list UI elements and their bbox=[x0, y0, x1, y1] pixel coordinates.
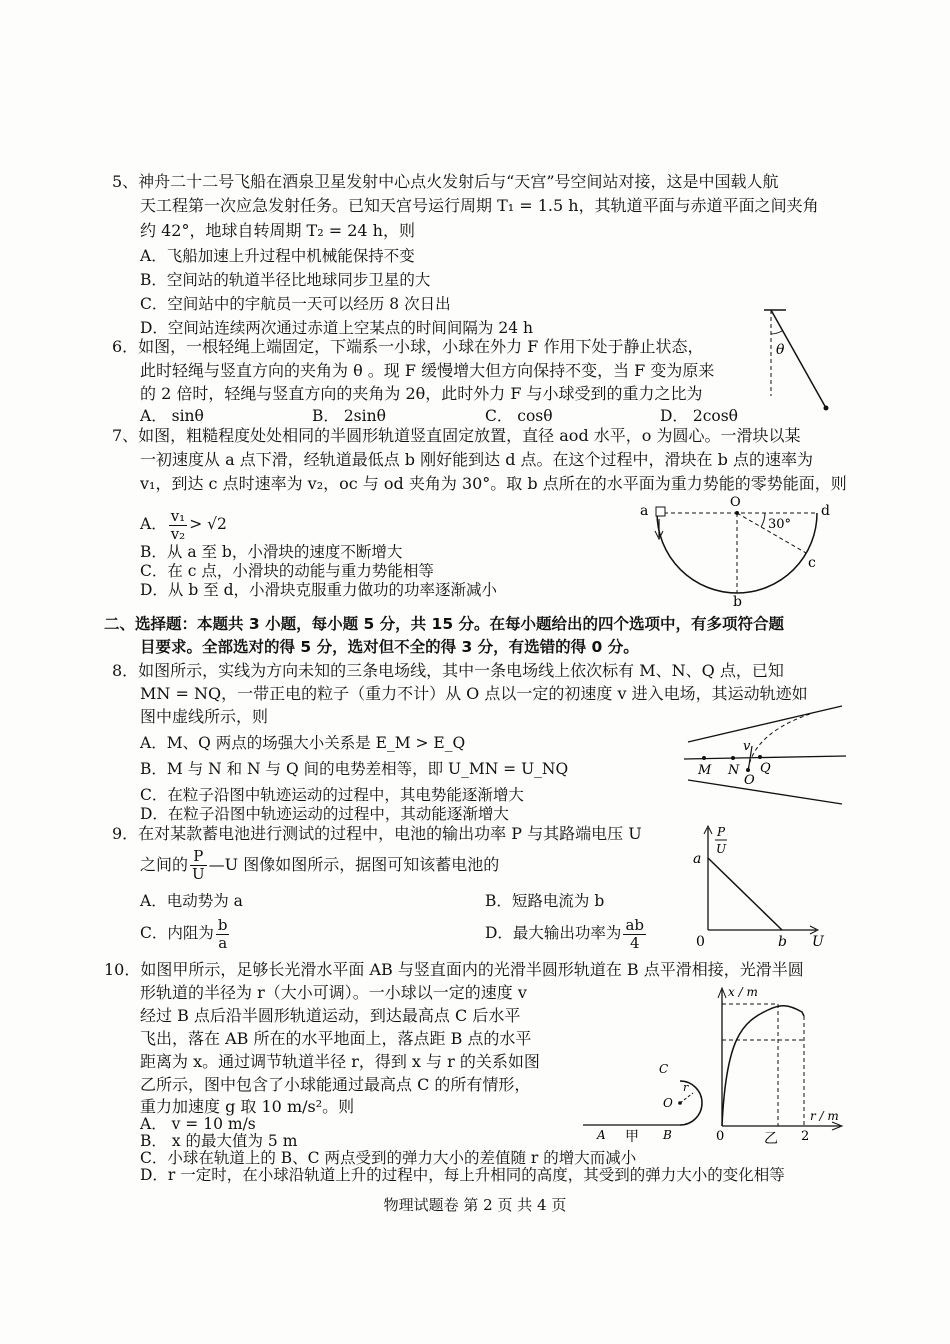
q10-stem-line7: 重力加速度 g 取 10 m/s²。则 bbox=[140, 1097, 355, 1116]
point-c-label: c bbox=[808, 555, 816, 571]
q7-option-d: D．从 b 至 d，小滑块克服重力做功的功率逐渐减小 bbox=[140, 581, 498, 599]
q9-option-d-prefix: D．最大输出功率为 bbox=[485, 924, 622, 942]
field-line-middle bbox=[684, 756, 846, 759]
q7-option-a bbox=[140, 505, 227, 543]
q9-stem-fraction-denominator: U bbox=[192, 865, 205, 883]
q7-stem-line3: v₁，到达 c 点时速率为 v₂，oc 与 od 夹角为 30°。取 b 点所在的水平面为重力势能的零势能面，则 bbox=[140, 474, 847, 493]
q7-option-a-numerator: v₁ bbox=[170, 506, 186, 525]
q8-field-lines-figure bbox=[680, 702, 850, 812]
q7-semicircle-figure bbox=[635, 495, 840, 610]
x-axis-label: r / m bbox=[810, 1109, 839, 1123]
o-label: O bbox=[744, 773, 755, 788]
field-line-bottom bbox=[688, 780, 842, 804]
q9-option-d bbox=[485, 914, 648, 952]
point-d-label: d bbox=[821, 503, 830, 519]
q9-stem-fraction bbox=[190, 848, 207, 883]
q8-option-a: A．M、Q 两点的场强大小关系是 E_M > E_Q bbox=[140, 734, 466, 752]
point-b-label: B bbox=[663, 1128, 672, 1142]
q5-stem-line3: 约 42°，地球自转周期 T₂ = 24 h，则 bbox=[140, 221, 415, 240]
point-o bbox=[746, 768, 750, 772]
y-axis-label-p: P bbox=[717, 825, 726, 839]
point-a-label: a bbox=[640, 503, 649, 519]
intercept-b-label: b bbox=[778, 934, 787, 950]
q9-stem-line2-suffix: —U 图像如图所示，据图可知该蓄电池的 bbox=[208, 855, 500, 874]
q7-stem-line2: 一初速度从 a 点下滑，经轨道最低点 b 刚好能到达 d 点。在这个过程中，滑块在 b 点的速率为 bbox=[140, 450, 813, 469]
q5-option-c: C．空间站中的宇航员一天可以经历 8 次日出 bbox=[140, 295, 451, 313]
ball bbox=[824, 406, 829, 411]
r-2-label: 2 bbox=[801, 1129, 810, 1144]
q9-option-d-denominator: 4 bbox=[629, 933, 640, 952]
origin-label: 0 bbox=[716, 1129, 725, 1144]
q6-option-d: D． 2cosθ bbox=[660, 407, 739, 425]
figure-jia-caption: 甲 bbox=[625, 1129, 639, 1145]
q9-stem-line2 bbox=[140, 846, 499, 884]
q10-option-c: C．小球在轨道上的 B、C 两点受到的弹力大小的差值随 r 的增大而减小 bbox=[140, 1149, 637, 1167]
q6-option-a: A． sinθ bbox=[140, 407, 204, 425]
q9-option-c bbox=[140, 914, 231, 952]
q8-option-b: B．M 与 N 和 N 与 Q 间的电势差相等，即 U_MN = U_NQ bbox=[140, 760, 569, 778]
slider-block bbox=[656, 507, 665, 516]
q6-option-b: B． 2sinθ bbox=[312, 407, 386, 425]
semicircle-track bbox=[657, 513, 817, 593]
q8-stem-line1: 8．如图所示，实线为方向未知的三条电场线，其中一条电场线上依次标有 M、N、Q 点，已知 bbox=[112, 661, 784, 680]
q10-stem-line6: 乙所示，图中包含了小球能通过最高点 C 的所有情形， bbox=[140, 1075, 531, 1094]
q10-option-d: D．r 一定时，在小球沿轨道上升的过程中，每上升相同的高度，其受到的弹力大小的变化相等 bbox=[140, 1166, 785, 1184]
m-label: M bbox=[698, 763, 712, 778]
q6-pendulum-figure bbox=[758, 306, 838, 418]
q-label: Q bbox=[760, 761, 771, 776]
q9-option-c-numerator: b bbox=[217, 915, 228, 934]
q6-stem-line3: 的 2 倍时，轻绳与竖直方向的夹角为 2θ，此时外力 F 与小球受到的重力之比为 bbox=[140, 384, 703, 403]
section-2-heading-line2: 目要求。全部选对的得 5 分，选对但不全的得 3 分，有选错的得 0 分。 bbox=[140, 638, 639, 656]
q9-option-b: B．短路电流为 b bbox=[485, 892, 605, 910]
point-b-label: b bbox=[733, 594, 742, 610]
theta-label: θ bbox=[776, 342, 785, 358]
q5-option-a: A．飞船加速上升过程中机械能保持不变 bbox=[140, 247, 415, 265]
intercept-a-label: a bbox=[693, 851, 702, 867]
point-a-label: A bbox=[597, 1128, 606, 1142]
field-line-top bbox=[688, 706, 842, 742]
page-footer: 物理试题卷 第 2 页 共 4 页 bbox=[383, 1196, 567, 1214]
q9-option-c-denominator: a bbox=[218, 933, 228, 952]
angle-arc bbox=[771, 331, 782, 334]
track-radius bbox=[680, 1093, 693, 1103]
q9-option-c-prefix: C．内阻为 bbox=[140, 924, 214, 942]
point-c-label: C bbox=[659, 1062, 669, 1076]
q9-stem-line1: 9．在对某款蓄电池进行测试的过程中，电池的输出功率 P 与其路端电压 U bbox=[112, 824, 642, 843]
q7-option-c: C．在 c 点，小滑块的动能与重力势能相等 bbox=[140, 562, 434, 580]
q9-graph-figure bbox=[690, 822, 830, 950]
x-axis-label-u: U bbox=[812, 934, 824, 950]
q9-option-d-fraction bbox=[623, 917, 646, 952]
q8-option-c: C．在粒子沿图中轨迹运动的过程中，其电势能逐渐增大 bbox=[140, 786, 524, 804]
point-o-label: O bbox=[730, 495, 741, 510]
q9-stem-fraction-numerator: P bbox=[190, 848, 207, 866]
q10-stem-line1: 10．如图甲所示，足够长光滑水平面 AB 与竖直面内的光滑半圆形轨道在 B 点平滑相接，光滑半圆 bbox=[104, 960, 804, 979]
n-label: N bbox=[728, 763, 740, 778]
origin-label: 0 bbox=[696, 934, 705, 950]
graph-line bbox=[708, 858, 782, 930]
y-axis-label-u: U bbox=[716, 842, 727, 856]
q9-option-a: A．电动势为 a bbox=[140, 892, 243, 910]
particle-trajectory bbox=[748, 714, 810, 770]
point-q bbox=[758, 755, 762, 759]
angle-30-label: 30° bbox=[768, 517, 792, 532]
q5-option-b: B．空间站的轨道半径比地球同步卫星的大 bbox=[140, 271, 431, 289]
q6-option-c: C． cosθ bbox=[485, 407, 553, 425]
q9-option-d-numerator: ab bbox=[625, 915, 644, 934]
v-label: v bbox=[743, 739, 751, 754]
q10-stem-line2: 形轨道的半径为 r（大小可调）。一小球以一定的速度 v bbox=[140, 983, 527, 1002]
q10-stem-line5: 距离为 x。通过调节轨道半径 r，得到 x 与 r 的关系如图 bbox=[140, 1052, 540, 1071]
angle-arc-30 bbox=[761, 513, 765, 527]
q5-stem-line2: 天工程第一次应急发射任务。已知天宫号运行周期 T₁ = 1.5 h，其轨道平面与赤道平面之间夹角 bbox=[140, 196, 819, 215]
q8-stem-line3: 图中虚线所示，则 bbox=[140, 707, 269, 726]
q10-stem-line3: 经过 B 点后沿半圆形轨道运动，到达最高点 C 后水平 bbox=[140, 1006, 521, 1025]
q5-option-d: D．空间站连续两次通过赤道上空某点的时间间隔为 24 h bbox=[140, 319, 533, 337]
q10-option-b: B． x 的最大值为 5 m bbox=[140, 1132, 298, 1150]
q8-stem-line2: MN = NQ，一带正电的粒子（重力不计）从 O 点以一定的初速度 v 进入电场，其运动轨迹如 bbox=[140, 684, 808, 703]
q7-option-a-prefix: A． bbox=[140, 515, 167, 533]
q7-stem-line1: 7、如图，粗糙程度处处相同的半圆形轨道竖直固定放置，直径 aod 水平，o 为圆心。一滑块以某 bbox=[112, 426, 801, 445]
q10-option-a: A． v = 10 m/s bbox=[140, 1115, 256, 1133]
q7-option-b: B．从 a 至 b，小滑块的速度不断增大 bbox=[140, 543, 403, 561]
rope bbox=[771, 310, 826, 408]
q5-stem-line1: 5、神舟二十二号飞船在酒泉卫星发射中心点火发射后与“天宫”号空间站对接，这是中国载人航 bbox=[112, 172, 779, 191]
q6-stem-line2: 此时轻绳与竖直方向的夹角为 θ 。现 F 缓慢增大但方向保持不变，当 F 变为原来 bbox=[140, 361, 715, 380]
figure-yi-caption: 乙 bbox=[764, 1131, 778, 1147]
section-2-heading-line1: 二、选择题：本题共 3 小题，每小题 5 分，共 15 分。在每小题给出的四个选项中，有多项符合题 bbox=[104, 615, 785, 633]
q6-stem-line1: 6．如图，一根轻绳上端固定，下端系一小球，小球在外力 F 作用下处于静止状态， bbox=[112, 337, 704, 356]
q9-option-c-fraction bbox=[216, 917, 230, 952]
radius-r-label: r bbox=[683, 1081, 689, 1094]
point-n bbox=[731, 756, 735, 760]
q7-option-a-denominator: v₂ bbox=[170, 524, 186, 543]
q7-option-a-fraction bbox=[169, 508, 188, 543]
x-r-curve bbox=[722, 1006, 804, 1126]
q10-jia-track-figure bbox=[575, 1055, 715, 1145]
point-o-label: O bbox=[663, 1096, 673, 1110]
q10-stem-line4: 飞出，落在 AB 所在的水平地面上，落点距 B 点的水平 bbox=[140, 1029, 532, 1048]
y-axis-label: x / m bbox=[728, 985, 758, 999]
q7-option-a-suffix: > √2 bbox=[189, 515, 227, 533]
q10-yi-graph-figure bbox=[708, 978, 853, 1148]
q8-option-d: D．在粒子沿图中轨迹运动的过程中，其动能逐渐增大 bbox=[140, 805, 509, 823]
point-m bbox=[702, 756, 706, 760]
q9-stem-line2-prefix: 之间的 bbox=[140, 855, 189, 874]
center-o bbox=[735, 511, 739, 515]
